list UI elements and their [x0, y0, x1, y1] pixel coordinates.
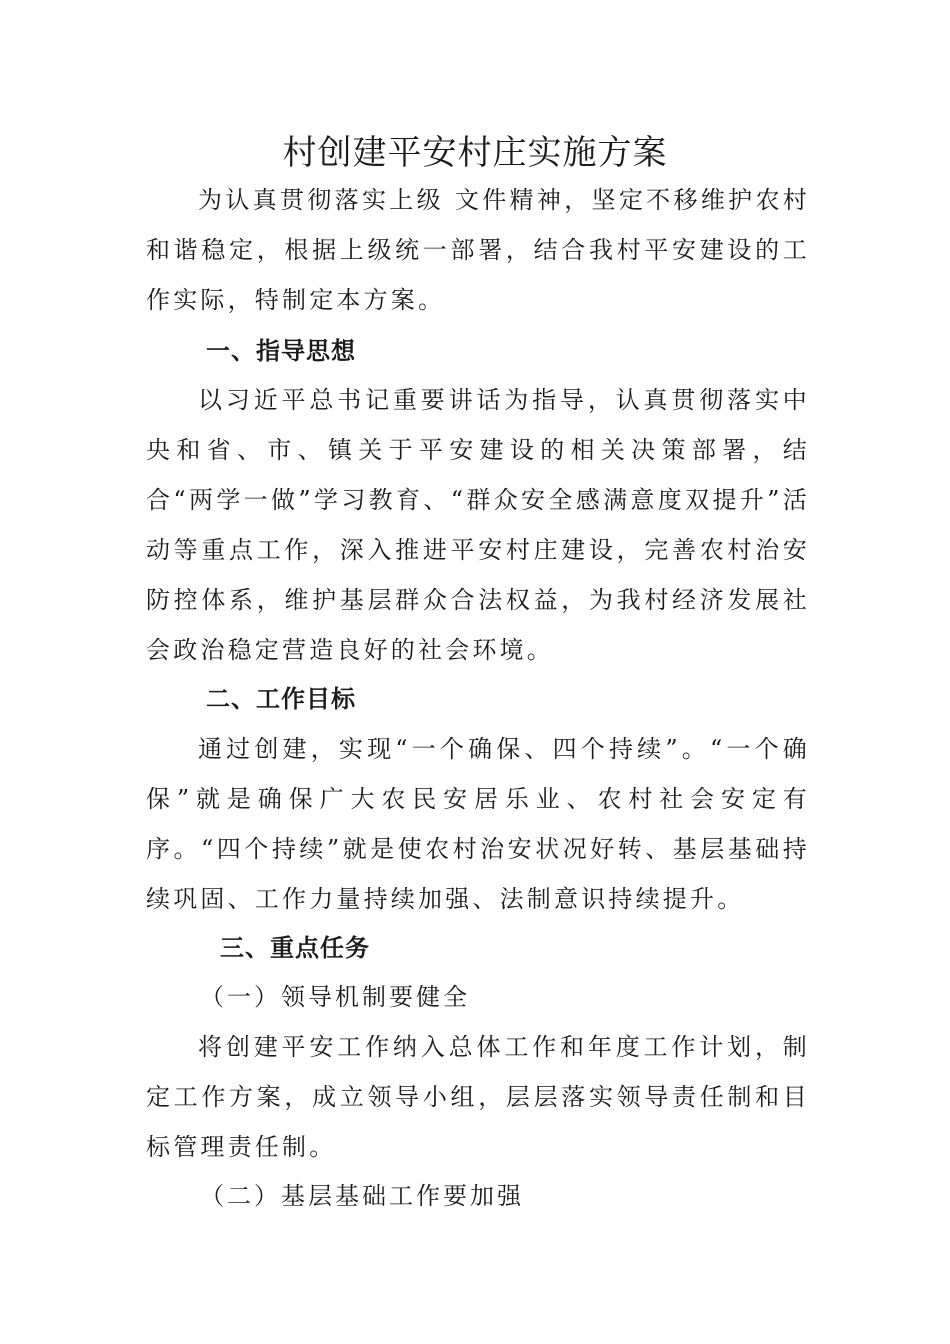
section-heading-key-tasks: 三、重点任务	[220, 934, 370, 962]
leadership-paragraph: 将创建平安工作纳入总体工作和年度工作计划，制定工作方案，成立领导小组，层层落实领导责任制和目标管理责任制。	[146, 1033, 810, 1161]
work-goals-paragraph: 通过创建，实现“一个确保、四个持续”。“一个确保”就是确保广大农民安居乐业、农村社会安定有序。“四个持续”就是使农村治安状况好转、基层基础持续巩固、工作力量持续加强、法制意识持续提升。	[146, 735, 810, 913]
intro-paragraph: 为认真贯彻落实上级 文件精神，坚定不移维护农村和谐稳定，根据上级统一部署，结合我村平安建设的工作实际，特制定本方案。	[146, 186, 810, 314]
document-title: 村创建平安村庄实施方案	[282, 133, 668, 173]
section-heading-work-goals: 二、工作目标	[206, 685, 356, 713]
section-heading-guiding-thought: 一、指导思想	[206, 337, 356, 365]
subsection-heading-leadership: （一）领导机制要健全	[200, 983, 470, 1011]
guiding-thought-paragraph: 以习近平总书记重要讲话为指导，认真贯彻落实中央和省、市、镇关于平安建设的相关决策部署，结合“两学一做”学习教育、“群众安全感满意度双提升”活动等重点工作，深入推进平安村庄建设，完善农村治安防控体系，维护基层群众合法权益，为我村经济发展社会政治稳定营造良好的社会环境。	[146, 386, 810, 664]
subsection-heading-grassroots: （二）基层基础工作要加强	[200, 1182, 524, 1210]
